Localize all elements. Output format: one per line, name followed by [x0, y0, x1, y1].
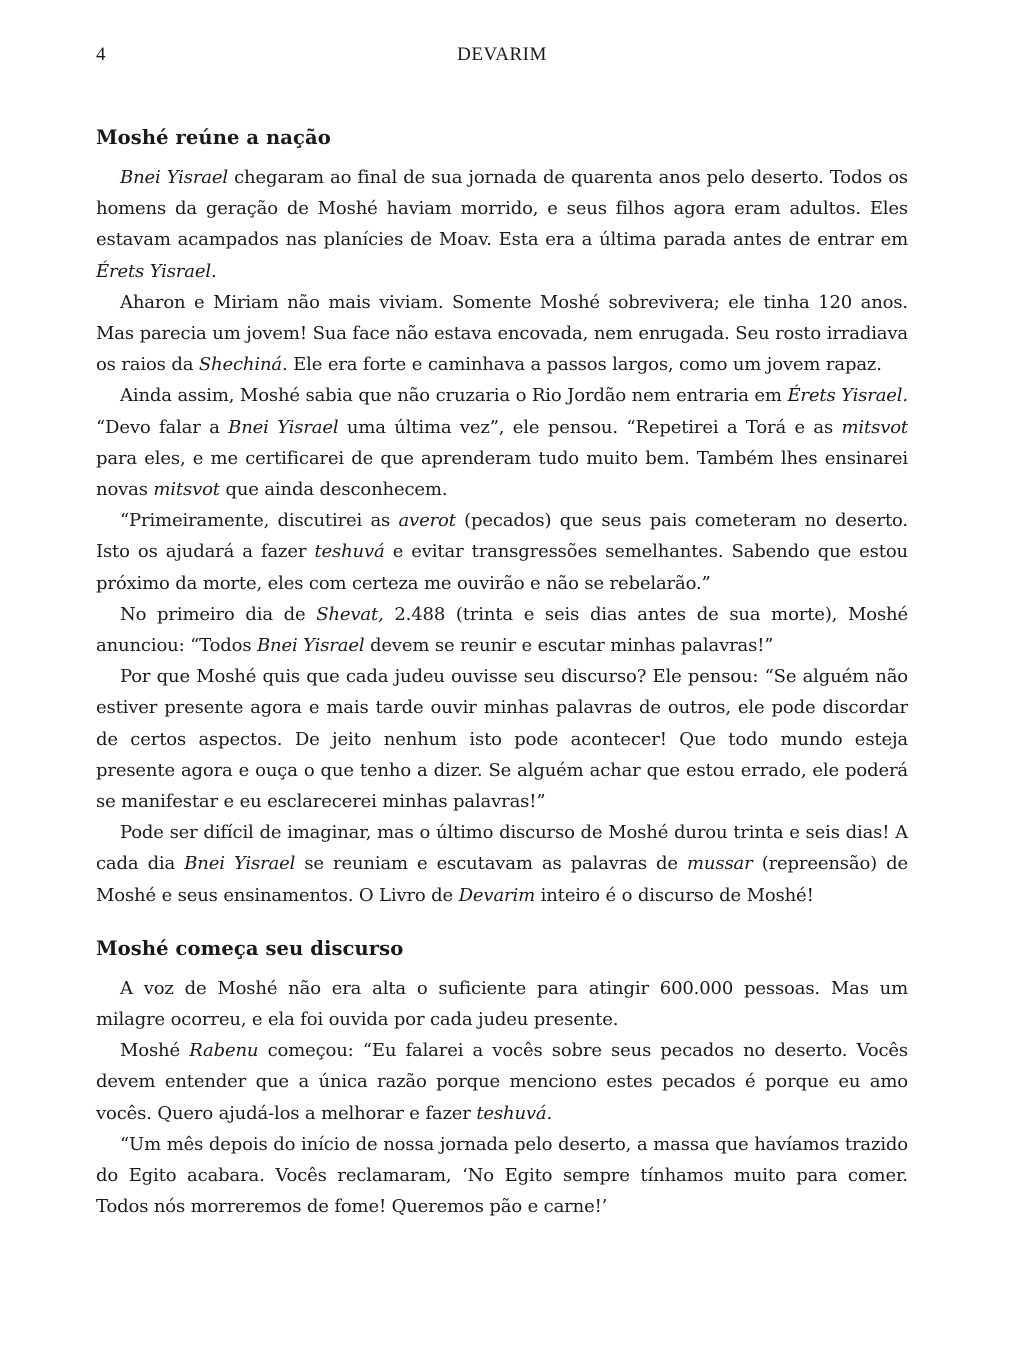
italic-term: Devarim [458, 884, 536, 906]
text-run: (pecados) que seus pais cometeram no deserto. Isto os ajudará a fazer [96, 510, 908, 563]
text-run: 2.488 (trinta e seis dias antes de sua morte), Moshé anunciou: “Todos [96, 603, 908, 657]
text-run: Pode ser difícil de imaginar, mas o último discurso de Moshé durou trinta e seis dias! A cada dia [96, 822, 908, 875]
section-heading: Moshé começa seu discurso [96, 936, 404, 960]
text-run: se reuniam e escutavam as palavras de [295, 853, 688, 875]
paragraph [96, 380, 908, 505]
italic-term: mitsvot [153, 479, 220, 501]
italic-term: teshuvá [314, 541, 385, 563]
italic-term: averot [398, 510, 456, 532]
text-run: Ele era forte e caminhava a passos largos, como um jovem rapaz. [287, 354, 882, 376]
text-run: inteiro é o discurso de Moshé! [535, 884, 814, 906]
italic-term: Érets Yisrael. [787, 385, 908, 407]
text-run: Aharon e Miriam não mais viviam. Somente Moshé sobrevivera; ele tinha 120 anos. Mas parecia um jovem! Sua face não estava encovada, nem enrugada. Seu rosto irradiava os raios da [96, 291, 908, 376]
text-run: para eles, e me certificarei de que aprenderam tudo muito bem. Também lhes ensinarei novas [96, 447, 908, 501]
text-run: chegaram ao final de sua jornada de quarenta anos pelo deserto. Todos os homens da geração de Moshé haviam morrido, e seus filhos agora eram adultos. Eles estavam acampados nas planícies de Moav. Esta era a última parada antes de entrar em [96, 167, 908, 251]
text-run: A voz de Moshé não era alta o suficiente para atingir 600.000 pessoas. Mas um milagre ocorreu, e ela foi ouvida por cada judeu presente. [96, 977, 908, 1031]
text-run: “Primeiramente, discutirei as [120, 510, 399, 532]
paragraph [96, 661, 908, 817]
book-page [96, 40, 908, 1223]
text-run: e evitar transgressões semelhantes. Sabendo que estou próximo da morte, eles com certeza me ouvirão e não se rebelarão.” [96, 541, 908, 594]
italic-term: Bnei Yisrael [184, 853, 296, 875]
italic-term: mitsvot [841, 416, 909, 438]
italic-term: Shechiná. [198, 354, 288, 376]
text-run: que ainda desconhecem. [219, 479, 448, 501]
text-run: No primeiro dia de [120, 603, 317, 625]
section-heading: Moshé reúne a nação [96, 126, 331, 149]
paragraph [96, 1129, 908, 1223]
text-run: (repreensão) de Moshé e seus ensinamentos. O Livro de [96, 853, 908, 906]
text-run: uma última vez”, ele pensou. “Repetirei a Torá e as [338, 416, 842, 438]
italic-term: Bnei Yisrael [228, 416, 339, 438]
text-run: Por que Moshé quis que cada judeu ouvisse seu discurso? Ele pensou: “Se alguém não estiver presente agora e mais tarde ouvir minhas palavras de outros, ele pode discordar de certos aspectos. De jeito nenhum isto pode acontecer! Que todo mundo esteja presente agora e ouça o que tenho a dizer. Se alguém achar que estou errado, ele poderá se manifestar e eu esclarecerei minhas palavras!” [96, 666, 908, 813]
book-title: DEVARIM [457, 44, 547, 65]
italic-term: mussar [687, 853, 753, 875]
paragraph [96, 973, 908, 1035]
running-header [96, 40, 908, 72]
page-number: 4 [96, 44, 106, 65]
italic-term: Bnei Yisrael [120, 167, 228, 188]
section-moshe-reune [96, 126, 908, 911]
italic-term: Bnei Yisrael [256, 635, 365, 657]
section-body [96, 162, 908, 911]
italic-term: Érets Yisrael. [96, 260, 217, 282]
text-run: “Devo falar a [96, 416, 229, 438]
paragraph [96, 599, 908, 661]
text-run: devem se reunir e escutar minhas palavras!” [364, 635, 774, 657]
section-moshe-comeca [96, 937, 908, 1223]
paragraph [96, 817, 908, 911]
paragraph [96, 505, 908, 599]
text-run: Moshé [120, 1040, 190, 1062]
paragraph [96, 1035, 908, 1129]
italic-term: Rabenu [189, 1040, 259, 1062]
text-run: “Um mês depois do início de nossa jornada pelo deserto, a massa que havíamos trazido do Egito acabara. Vocês reclamaram, ‘No Egito sempre tínhamos muito para comer. Todos nós morreremos de fome! Queremos pão e carne!’ [96, 1133, 908, 1218]
paragraph [96, 287, 908, 381]
text-run: começou: “Eu falarei a vocês sobre seus pecados no deserto. Vocês devem entender que a única razão porque menciono estes pecados é porque eu amo vocês. Quero ajudá-los a melhorar e fazer [96, 1040, 908, 1124]
italic-term: teshuvá. [476, 1102, 553, 1124]
text-run: Ainda assim, Moshé sabia que não cruzaria o Rio Jordão nem entraria em [120, 385, 788, 407]
paragraph [96, 162, 908, 287]
italic-term: Shevat, [316, 603, 384, 625]
section-body [96, 973, 908, 1223]
